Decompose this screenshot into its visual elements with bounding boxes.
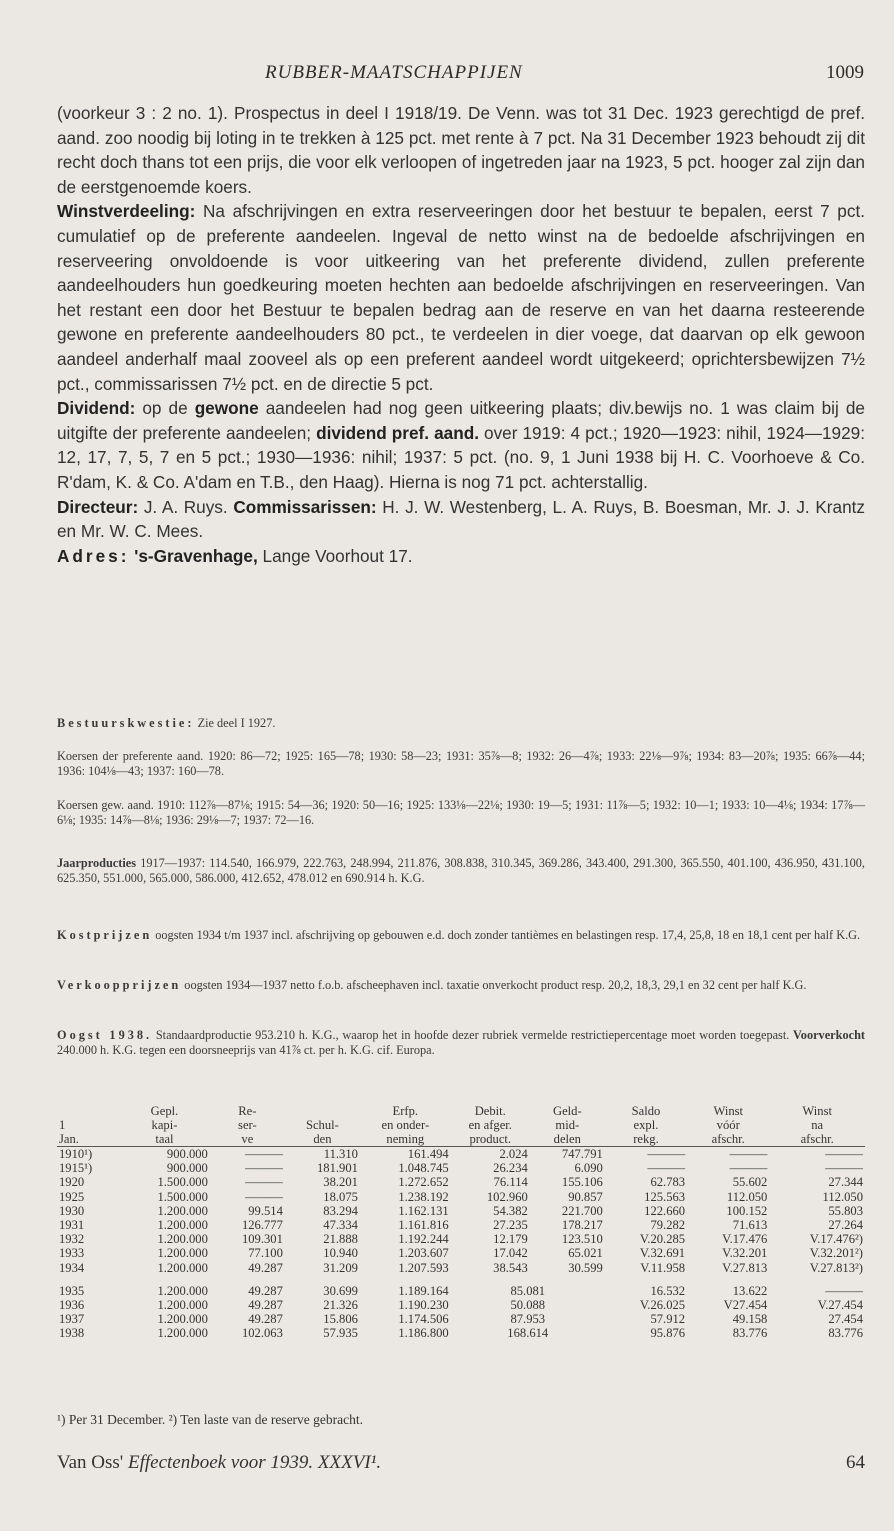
table-cell: 65.021: [568, 1246, 603, 1261]
table-cell: 1.189.164: [398, 1283, 449, 1298]
column-header: delen: [530, 1132, 605, 1147]
table-cell: 100.152: [726, 1203, 768, 1218]
financial-table: [57, 1104, 865, 1341]
column-header: neming: [360, 1132, 451, 1147]
dividend-text-3: over 1919: 4 pct.; 1920—1923: nihil, 1924—1929: 12, 17, 7, 5, 7 en 5 pct.; 1930—1936: nihil; 1937: 5 pct. (no. 9, 1 Juni 1938 bij H. C. Voorhoeve & Co. R'dam, K. & Co. A'dam en T.B., den Haag). Hierna is nog 71 pct. achterstallig.: [57, 422, 865, 492]
jaarproducties-label: Jaarproducties: [57, 856, 137, 870]
verkoopprijzen: [57, 978, 865, 993]
table-cell: 31.209: [323, 1260, 358, 1275]
table-cell: 79.282: [650, 1218, 686, 1233]
table-cell: 77.100: [248, 1246, 283, 1261]
running-head: [0, 62, 894, 86]
table-cell: 49.158: [732, 1312, 768, 1327]
column-header: afschr.: [769, 1132, 865, 1147]
table-cell: ———: [647, 1161, 686, 1176]
dividend-text-1: op de: [142, 398, 188, 419]
table-cell: 49.287: [248, 1260, 283, 1275]
column-header: Winst: [713, 1104, 744, 1118]
kostprijzen-label: Kostprijzen: [57, 928, 153, 942]
bestuurskwestie: [57, 716, 865, 731]
dividend-label: Dividend:: [57, 398, 136, 419]
table-cell: 1.200.000: [157, 1326, 208, 1341]
table-cell: 1.192.244: [398, 1232, 449, 1247]
column-header: [285, 1104, 360, 1118]
table-cell: 57.912: [650, 1312, 686, 1327]
table-row: [57, 1312, 865, 1326]
table-cell: ———: [245, 1175, 283, 1190]
prospectus-paragraph: (voorkeur 3 : 2 no. 1). Prospectus in deel I 1918/19. De Venn. was tot 31 Dec. 1923 gerechtigd de pref. aand. zoo noodig bij loting in te trekken à 125 pct. met rente à 7 pct. Na 31 December 1923 behoudt zij dit recht doch thans tot een prijs, die voor elk verloopen of ingetreden jaar na 1923, 5 pct. hooger zal zijn dan de eerstgenoemde koers.: [57, 103, 865, 197]
table-cell: 71.613: [732, 1218, 768, 1233]
column-header: Winst: [802, 1104, 832, 1118]
column-header: en onder-: [381, 1118, 430, 1132]
column-header: expl.: [633, 1118, 659, 1132]
column-header: product.: [451, 1132, 530, 1147]
table-cell: V.32.201²): [809, 1246, 863, 1261]
table-cell: 900.000: [166, 1161, 208, 1176]
table-row: [57, 1218, 865, 1232]
table-cell: V.27.813²): [809, 1260, 863, 1275]
column-header: vóór: [716, 1118, 740, 1132]
header-row: [57, 1118, 865, 1132]
table-cell: 55.602: [732, 1175, 768, 1190]
column-header: Gepl.: [150, 1104, 179, 1118]
winstverdeeling-text: Na afschrijvingen en extra reserveeringen door het bestuur te bepalen, eerst 7 pct. cumulatief op de preferente aandeelen. Ingeval de netto winst na de bedoelde afschrijvingen en reserveering onvoldoende is voor uitkeering van het preferente dividend, zullen preferente aandeelhouders hun goedkeuring moeten hechten aan bedoelde afschrijvingen en reserveeringen. Van het restant een door het Bestuur te bepalen bedrag aan de reserve en van het daarna resteerende gewone en preferente aandeelhouders 80 pct., te verdeelen in dier voege, dat daarvan op elk gewoon aandeel anderhalf maal zooveel als op een preferent aandeel wordt uitgekeerd; oprichtersbewijzen 7½ pct., commissarissen 7½ pct. en de directie 5 pct.: [57, 201, 865, 394]
table-cell: 123.510: [561, 1232, 603, 1247]
adres-label: Adres:: [57, 545, 130, 566]
table-cell: V.32.691: [639, 1246, 686, 1261]
table-cell: 1.161.816: [398, 1218, 449, 1233]
table-cell: ———: [245, 1147, 283, 1161]
table-cell: 18.075: [323, 1189, 358, 1204]
column-header: en afger.: [468, 1118, 512, 1132]
table-cell: V.20.285: [639, 1232, 686, 1247]
column-header: mid-: [555, 1118, 580, 1132]
table-cell: 102.063: [241, 1326, 283, 1341]
header-row: [57, 1132, 865, 1147]
table-cell: V.27.813: [722, 1260, 768, 1275]
column-header: Schul-: [305, 1118, 339, 1132]
table-cell: V.27.454: [817, 1298, 863, 1313]
table-cell: 1937: [59, 1312, 85, 1327]
dividend-bold-2: dividend pref. aand.: [316, 422, 479, 443]
running-head-title: RUBBER-MAATSCHAPPIJEN: [265, 62, 523, 83]
directeur-paragraph: [57, 495, 865, 544]
table-cell: 10.940: [323, 1246, 358, 1261]
table-cell: 161.494: [407, 1147, 449, 1161]
table-cell: 38.543: [493, 1260, 528, 1275]
table-cell: ———: [825, 1283, 863, 1298]
oogst-text-1: Standaardproductie 953.210 h. K.G., waarop het in hoofde dezer rubriek vermelde restrictiepercentage moet worden toegepast.: [155, 1028, 790, 1042]
table-row: [57, 1275, 865, 1298]
table-cell: 747.791: [561, 1147, 603, 1161]
table-row: [57, 1298, 865, 1312]
table-cell: 47.334: [323, 1218, 358, 1233]
table-cell: ———: [825, 1161, 863, 1176]
jaarproducties-text: 1917—1937: 114.540, 166.979, 222.763, 248.994, 211.876, 308.838, 310.345, 369.286, 343.400, 291.300, 365.550, 401.100, 436.950, 431.100, 625.350, 551.000, 565.000, 586.000, 412.652, 478.012 en 690.914 h. K.G.: [57, 856, 866, 885]
table-cell: 49.287: [248, 1298, 283, 1313]
bestuurskwestie-label: Bestuurskwestie:: [57, 716, 195, 730]
table-cell: 1.048.745: [398, 1161, 449, 1176]
oogst-text-2: 240.000 h. K.G. tegen een doorsneeprijs van 41⅞ ct. per h. K.G. cif. Europa.: [57, 1043, 435, 1057]
commissarissen-text: H. J. W. Westenberg, L. A. Ruys, B. Boesman, Mr. J. J. Krantz en Mr. W. C. Mees.: [57, 496, 866, 542]
table-cell: ———: [825, 1147, 863, 1161]
table-cell: 1.200.000: [157, 1246, 208, 1261]
adres-street: Lange Voorhout 17.: [262, 545, 413, 566]
table-row: [57, 1147, 865, 1162]
column-header: afschr.: [687, 1132, 769, 1147]
table-cell: 50.088: [510, 1298, 546, 1313]
table-cell: 38.201: [323, 1175, 358, 1190]
table-cell: 1930: [59, 1203, 85, 1218]
directeur-name: J. A. Ruys.: [143, 496, 228, 517]
table-row: [57, 1161, 865, 1175]
table-cell: 1.238.192: [398, 1189, 449, 1204]
table-cell: 126.777: [241, 1218, 283, 1233]
table-cell: 16.532: [650, 1283, 686, 1298]
table-cell: 1910¹): [59, 1147, 93, 1161]
table-header: [57, 1104, 865, 1147]
table-cell: 109.301: [241, 1232, 283, 1247]
table-cell: 13.622: [732, 1283, 768, 1298]
table-cell: 168.614: [507, 1326, 549, 1341]
table-row: [57, 1190, 865, 1204]
oogst-label: Oogst 1938.: [57, 1028, 153, 1042]
kostprijzen-text: oogsten 1934 t/m 1937 incl. afschrijving op gebouwen e.d. doch zonder tantièmes en belastingen resp. 17,4, 25,8, 18 en 18,1 cent per half K.G.: [155, 928, 861, 942]
table-cell: ———: [729, 1161, 768, 1176]
table-cell: 122.660: [644, 1203, 686, 1218]
table-cell: 1.200.000: [157, 1218, 208, 1233]
table-row: [57, 1326, 865, 1340]
table-cell: 1.203.607: [398, 1246, 449, 1261]
table-row: [57, 1232, 865, 1246]
table-cell: 30.699: [323, 1283, 358, 1298]
table-row: [57, 1204, 865, 1218]
table-cell: 1933: [59, 1246, 85, 1261]
table-cell: 55.803: [828, 1203, 863, 1218]
table-cell: 102.960: [486, 1189, 528, 1204]
table-cell: 85.081: [510, 1283, 546, 1298]
table-cell: 83.294: [323, 1203, 358, 1218]
table-cell: 76.114: [493, 1175, 528, 1190]
table-cell: ———: [245, 1189, 283, 1204]
verkoopprijzen-text: oogsten 1934—1937 netto f.o.b. afscheephaven incl. taxatie onverkocht product resp. 20,2, 18,3, 29,1 en 32 cent per half K.G.: [184, 978, 807, 992]
table-cell: 1931: [59, 1218, 85, 1233]
table-cell: 62.783: [650, 1175, 686, 1190]
footer-number: 64: [846, 1452, 865, 1473]
table-cell: 83.776: [828, 1326, 863, 1341]
table-cell: 1.190.230: [398, 1298, 449, 1313]
column-header: 1: [59, 1118, 66, 1132]
table-cell: 1.174.506: [398, 1312, 449, 1327]
table-cell: 112.050: [726, 1189, 768, 1204]
table-cell: 17.042: [493, 1246, 528, 1261]
table-cell: 125.563: [644, 1189, 686, 1204]
column-header: ve: [210, 1132, 285, 1147]
table-cell: V.32.201: [722, 1246, 768, 1261]
koersen-gew: Koersen gew. aand. 1910: 112⅞—87⅛; 1915: 54—36; 1920: 50—16; 1925: 133⅛—22⅛; 1930: 19—5; 1931: 11⅞—5; 1932: 10—1; 1933: 10—4⅛; 1934: 17⅞—6⅛; 1935: 14⅞—8⅛; 1936: 29⅛—7; 1937: 72—16.: [57, 798, 865, 827]
column-header: den: [285, 1132, 360, 1147]
column-header: Erfp.: [392, 1104, 419, 1118]
dividend-bold-1: gewone: [194, 398, 259, 419]
table-cell: 221.700: [561, 1203, 603, 1218]
table-cell: 15.806: [323, 1312, 358, 1327]
column-header: Saldo: [631, 1104, 661, 1118]
table-cell: 1.207.593: [398, 1260, 449, 1275]
directeur-label: Directeur:: [57, 496, 139, 517]
table-cell: 1.200.000: [157, 1283, 208, 1298]
table-cell: ———: [647, 1147, 686, 1161]
dividend-text-2: aandeelen had nog geen uitkeering plaats; div.bewijs no. 1 was claim bij de uitgifte der preferente aandeelen;: [57, 398, 865, 443]
table-cell: 11.310: [323, 1147, 358, 1161]
dividend-paragraph: [57, 396, 865, 494]
table-cell: 21.888: [323, 1232, 358, 1247]
table-cell: 1.200.000: [157, 1232, 208, 1247]
table-cell: 49.287: [248, 1283, 283, 1298]
table-body-2: [57, 1275, 865, 1341]
table-cell: 6.090: [574, 1161, 603, 1176]
column-header: Geld-: [552, 1104, 582, 1118]
column-header: [57, 1104, 119, 1118]
column-header: Debit.: [474, 1104, 506, 1118]
table-row: [57, 1261, 865, 1275]
adres-paragraph: [57, 544, 865, 569]
table-cell: 26.234: [493, 1161, 528, 1176]
table-cell: V.26.025: [639, 1298, 686, 1313]
table-cell: ———: [729, 1147, 768, 1161]
column-header: ser-: [238, 1118, 257, 1132]
table-cell: 12.179: [493, 1232, 528, 1247]
table-cell: 27.235: [493, 1218, 528, 1233]
table-cell: 27.344: [828, 1175, 863, 1190]
koersen-pref: Koersen der preferente aand. 1920: 86—72; 1925: 165—78; 1930: 58—23; 1931: 35⅞—8; 1932: 26—4⅞; 1933: 22⅛—9⅞; 1934: 83—20⅞; 1935: 66⅞—44; 1936: 104⅛—43; 1937: 160—78.: [57, 749, 865, 778]
table-cell: 181.901: [316, 1161, 358, 1176]
page-number: 1009: [826, 62, 864, 83]
footer-prefix: Van Oss': [57, 1452, 124, 1473]
table-cell: 1.500.000: [157, 1175, 208, 1190]
commissarissen-label: Commissarissen:: [233, 496, 377, 517]
winstverdeeling-label: Winstverdeeling:: [57, 201, 196, 222]
oogst-bold: Voorverkocht: [793, 1028, 865, 1042]
table-cell: 1.162.131: [398, 1203, 449, 1218]
bestuurskwestie-text: Zie deel I 1927.: [197, 716, 276, 730]
table-cell: 900.000: [166, 1147, 208, 1161]
table-row: [57, 1246, 865, 1260]
table-cell: V.17.476: [722, 1232, 768, 1247]
table-cell: 1.272.652: [398, 1175, 449, 1190]
table-cell: 1920: [59, 1175, 85, 1190]
table-cell: 1936: [59, 1298, 85, 1313]
oogst-1938: [57, 1028, 865, 1058]
table-cell: 1935: [59, 1283, 85, 1298]
table-cell: 1.500.000: [157, 1189, 208, 1204]
table-cell: 2.024: [499, 1147, 528, 1161]
verkoopprijzen-label: Verkoopprijzen: [57, 978, 182, 992]
table-cell: 27.264: [828, 1218, 863, 1233]
table-cell: ———: [245, 1161, 283, 1176]
table-body: [57, 1147, 865, 1275]
header-row: [57, 1104, 865, 1118]
adres-city: 's-Gravenhage,: [134, 545, 258, 566]
column-header: na: [811, 1118, 824, 1132]
table-cell: 1934: [59, 1260, 85, 1275]
table-cell: 112.050: [822, 1189, 863, 1204]
table-cell: 57.935: [323, 1326, 358, 1341]
table-cell: 21.326: [323, 1298, 358, 1313]
table-cell: 30.599: [568, 1260, 603, 1275]
table-cell: V.17.476²): [809, 1232, 863, 1247]
table-cell: 95.876: [650, 1326, 686, 1341]
page-footer: [57, 1452, 865, 1474]
table-cell: 27.454: [828, 1312, 863, 1327]
table-cell: 155.106: [561, 1175, 603, 1190]
table-cell: 1.200.000: [157, 1312, 208, 1327]
column-header: rekg.: [605, 1132, 687, 1147]
table-cell: 1932: [59, 1232, 85, 1247]
kostprijzen: [57, 928, 865, 943]
table-cell: V.11.958: [640, 1260, 686, 1275]
table-cell: 99.514: [248, 1203, 283, 1218]
table-cell: V27.454: [723, 1298, 768, 1313]
table-cell: 1.200.000: [157, 1298, 208, 1313]
table-row: [57, 1175, 865, 1189]
jaarproducties: [57, 856, 865, 886]
table-cell: 1915¹): [59, 1161, 93, 1176]
table-cell: 1938: [59, 1326, 85, 1341]
table-cell: 1.186.800: [398, 1326, 449, 1341]
table-cell: 83.776: [732, 1326, 768, 1341]
table-cell: 1.200.000: [157, 1260, 208, 1275]
winstverdeeling-paragraph: [57, 199, 865, 396]
column-header: taal: [119, 1132, 210, 1147]
column-header: Re-: [238, 1104, 257, 1118]
table-cell: 1925: [59, 1189, 85, 1204]
table-cell: 1.200.000: [157, 1203, 208, 1218]
table-cell: 178.217: [561, 1218, 603, 1233]
table-cell: 49.287: [248, 1312, 283, 1327]
table-cell: 87.953: [510, 1312, 546, 1327]
table-cell: 54.382: [493, 1203, 528, 1218]
table-cell: 90.857: [568, 1189, 603, 1204]
column-header: Jan.: [57, 1132, 119, 1147]
footer-title: Effectenboek voor 1939. XXXVI¹.: [127, 1452, 382, 1473]
column-header: kapi-: [151, 1118, 178, 1132]
main-text: [57, 101, 865, 568]
footnote: ¹) Per 31 December. ²) Ten laste van de reserve gebracht.: [57, 1412, 364, 1427]
